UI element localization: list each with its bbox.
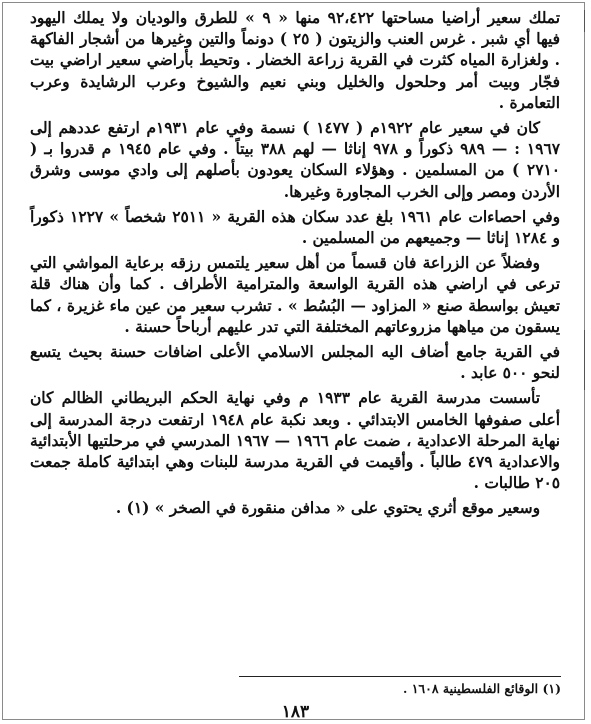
paragraph-school: تأسست مدرسة القرية عام ١٩٣٣ م وفي نهاية الحكم البريطاني الظالم كان أعلى صفوفها الخامس الابتدائي . وبعد نكبة عام ١٩٤٨ ارتفعت درجة المدرسة إلى نهاية المرحلة الاعدادية ، ضمت عام ١٩٦٦ — ١٩٦٧ المدرسي في مرحلتيها الأبتدائية والاعدادية ٤٧٩ طالباً . وأقيمت في القرية مدرسة للبنات وهي ابتدائية كاملة جمعت ٢٠٥ طالبات . bbox=[30, 389, 560, 493]
document-body bbox=[30, 8, 560, 524]
footnote-separator bbox=[239, 676, 561, 677]
paragraph-land: تملك سعير أراضيا مساحتها ٩٢،٤٢٢ منها « ٩ » للطرق والوديان ولا يملك اليهود فيها أي شبر . غرس العنب والزيتون ( ٢٥ ) دونماً والتين وغيرها من أشجار الفاكهة . ولغزارة المياه كثرت في القرية زراعة الخضار . وتحيط بأراضي سعير اراضي بيت فجّار وبيت أمر وحلحول والخليل وبني نعيم والشيوخ وعرب الرشايدة وعرب التعامرة . bbox=[30, 9, 560, 112]
paragraph-livelihood: وفضلاً عن الزراعة فان قسماً من أهل سعير يلتمس رزقه برعاية المواشي التي ترعى في اراضي هذه القرية الواسعة والمترامية الأطراف . كما وأن هناك قلة تعيش بواسطة صنع « المزاود — البُسُط » . تشرب سعير من عين ماء غزيرة ، كما يسقون من مياهها مزروعاتهم المختلفة التي تدر عليهم أرباحاً حسنة . bbox=[30, 254, 560, 336]
paragraph-census-1961: وفي احصاءات عام ١٩٦١ بلغ عدد سكان هذه القرية « ٢٥١١ شخصاً » ١٢٢٧ ذكوراً و ١٢٨٤ إناثا — وجميعهم من المسلمين . bbox=[30, 207, 561, 248]
paragraph-archaeology: وسعير موقع أثري يحتوي على « مدافن منقورة في الصخر » (١) . bbox=[115, 499, 540, 518]
scan-edge-mark bbox=[584, 10, 585, 32]
page-number: ١٨٣ bbox=[281, 702, 310, 722]
scan-edge-mark bbox=[584, 330, 585, 390]
paragraph-mosque: في القرية جامع أضاف اليه المجلس الاسلامي الأعلى اضافات حسنة بحيث يتسع لنحو ٥٠٠ عابد . bbox=[30, 343, 560, 383]
footnote: (١) الوقائع الفلسطينية ١٦٠٨ . bbox=[402, 681, 561, 696]
paragraph-population: كان في سعير عام ١٩٢٢م ( ١٤٧٧ ) نسمة وفي عام ١٩٣١م ارتفع عددهم إلى ١٩٦٧ : — ٩٨٩ ذكوراً و ٩٧٨ إناثا — لهم ٣٨٨ بيتاً . وفي عام ١٩٤٥ م قدروا بـ ( ٢٧١٠ ) من المسلمين . وهؤلاء السكان يعودون بأصلهم إلى وادي موسى وشرق الأردن ومصر وإلى الخرب المجاورة وغيرها. bbox=[30, 119, 560, 201]
